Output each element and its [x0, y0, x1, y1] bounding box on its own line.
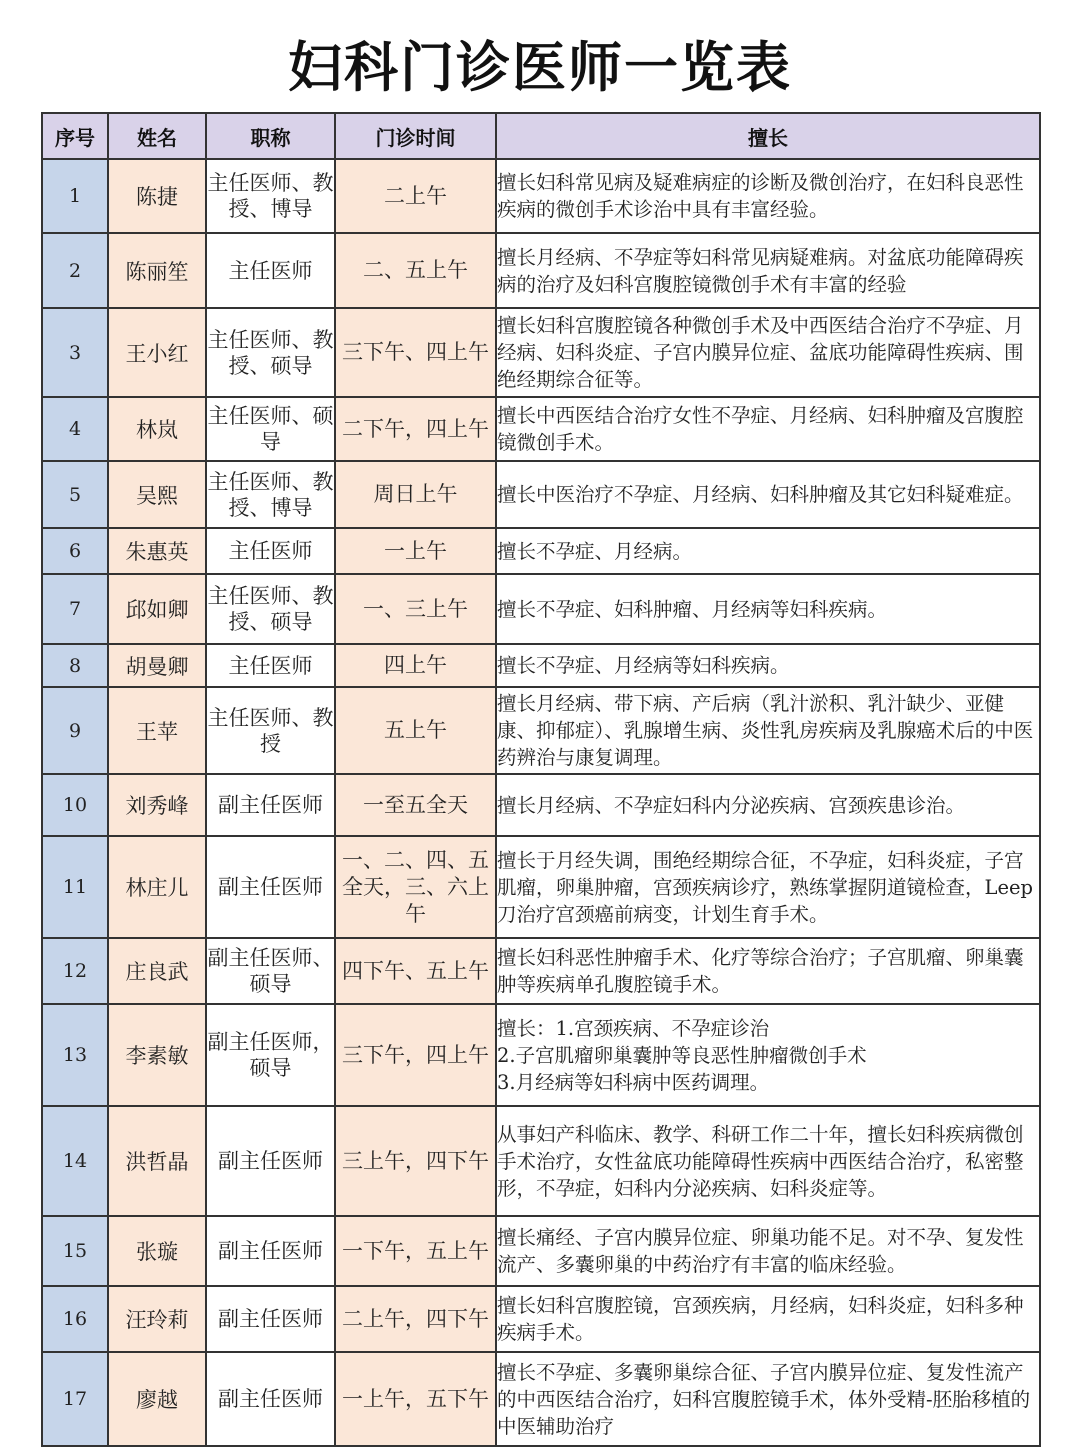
doctor-name: 庄良武 [108, 938, 206, 1004]
doctor-specialty: 擅长不孕症、月经病。 [496, 528, 1040, 574]
clinic-time: 一下午，五上午 [335, 1216, 496, 1286]
doctor-name: 汪玲莉 [108, 1286, 206, 1352]
doctor-specialty: 擅长痛经、子宫内膜异位症、卵巢功能不足。对不孕、复发性流产、多囊卵巢的中药治疗有丰富的临床经验。 [496, 1216, 1040, 1286]
page-title: 妇科门诊医师一览表 [288, 36, 792, 99]
doctor-specialty: 擅长不孕症、月经病等妇科疾病。 [496, 644, 1040, 687]
table-row [42, 574, 1040, 644]
doctor-specialty: 擅长妇科宫腹腔镜各种微创手术及中西医结合治疗不孕症、月经病、妇科炎症、子宫内膜异位症、盆底功能障碍性疾病、围绝经期综合征等。 [496, 308, 1040, 397]
table-row [42, 308, 1040, 397]
clinic-time: 二上午 [335, 159, 496, 233]
doctor-num: 15 [42, 1216, 108, 1286]
doctor-title: 主任医师、教授 [206, 687, 335, 774]
doctor-name: 邱如卿 [108, 574, 206, 644]
header-name: 姓名 [108, 113, 206, 159]
doctor-name: 林庄儿 [108, 836, 206, 938]
clinic-time: 三上午，四下午 [335, 1106, 496, 1216]
doctor-specialty: 擅长月经病、带下病、产后病（乳汁淤积、乳汁缺少、亚健康、抑郁症）、乳腺增生病、炎性乳房疾病及乳腺癌术后的中医药辨治与康复调理。 [496, 687, 1040, 774]
doctor-num: 2 [42, 233, 108, 308]
doctor-title: 主任医师、教授、硕导 [206, 574, 335, 644]
header-row [42, 113, 1040, 159]
header-time: 门诊时间 [335, 113, 496, 159]
doctor-name: 胡曼卿 [108, 644, 206, 687]
doctor-name: 陈丽笙 [108, 233, 206, 308]
doctor-specialty: 擅长中西医结合治疗女性不孕症、月经病、妇科肿瘤及宫腹腔镜微创手术。 [496, 397, 1040, 461]
doctor-title: 主任医师、教授、博导 [206, 461, 335, 528]
clinic-time: 二上午，四下午 [335, 1286, 496, 1352]
doctor-title: 副主任医师 [206, 836, 335, 938]
doctor-title: 副主任医师，硕导 [206, 1004, 335, 1106]
table-row [42, 687, 1040, 774]
doctor-num: 6 [42, 528, 108, 574]
table-row [42, 397, 1040, 461]
doctor-num: 9 [42, 687, 108, 774]
table-row [42, 1106, 1040, 1216]
doctor-specialty: 擅长中医治疗不孕症、月经病、妇科肿瘤及其它妇科疑难症。 [496, 461, 1040, 528]
clinic-time: 四上午 [335, 644, 496, 687]
clinic-time: 四下午、五上午 [335, 938, 496, 1004]
doctor-num: 14 [42, 1106, 108, 1216]
table-row [42, 461, 1040, 528]
table-row [42, 644, 1040, 687]
doctor-specialty: 擅长于月经失调，围绝经期综合征，不孕症，妇科炎症，子宫肌瘤，卵巢肿瘤，宫颈疾病诊疗，熟练掌握阴道镜检查，Leep刀治疗宫颈癌前病变，计划生育手术。 [496, 836, 1040, 938]
doctor-name: 王小红 [108, 308, 206, 397]
doctor-title: 主任医师 [206, 528, 335, 574]
clinic-time: 一上午，五下午 [335, 1352, 496, 1446]
doctor-specialty: 擅长月经病、不孕症妇科内分泌疾病、宫颈疾患诊治。 [496, 774, 1040, 836]
doctor-num: 16 [42, 1286, 108, 1352]
table-row [42, 1352, 1040, 1446]
doctor-name: 洪哲晶 [108, 1106, 206, 1216]
clinic-time: 一、二、四、五全天，三、六上午 [335, 836, 496, 938]
clinic-time: 三下午、四上午 [335, 308, 496, 397]
doctor-title: 副主任医师 [206, 1352, 335, 1446]
doctor-name: 刘秀峰 [108, 774, 206, 836]
doctor-title: 主任医师、教授、硕导 [206, 308, 335, 397]
doctor-specialty: 擅长妇科宫腹腔镜，宫颈疾病，月经病，妇科炎症，妇科多种疾病手术。 [496, 1286, 1040, 1352]
doctor-title: 主任医师 [206, 644, 335, 687]
doctor-specialty: 从事妇产科临床、教学、科研工作二十年，擅长妇科疾病微创手术治疗，女性盆底功能障碍性疾病中西医结合治疗，私密整形，不孕症，妇科内分泌疾病、妇科炎症等。 [496, 1106, 1040, 1216]
doctor-name: 王苹 [108, 687, 206, 774]
table-row [42, 233, 1040, 308]
doctor-num: 4 [42, 397, 108, 461]
doctor-name: 张璇 [108, 1216, 206, 1286]
doctor-num: 11 [42, 836, 108, 938]
clinic-time: 一至五全天 [335, 774, 496, 836]
clinic-time: 二下午，四上午 [335, 397, 496, 461]
table-row [42, 938, 1040, 1004]
doctor-specialty: 擅长不孕症、妇科肿瘤、月经病等妇科疾病。 [496, 574, 1040, 644]
table-row [42, 1286, 1040, 1352]
clinic-time: 三下午，四上午 [335, 1004, 496, 1106]
doctor-specialty: 擅长妇科常见病及疑难病症的诊断及微创治疗，在妇科良恶性疾病的微创手术诊治中具有丰富经验。 [496, 159, 1040, 233]
doctor-title: 副主任医师 [206, 774, 335, 836]
doctor-specialty: 擅长月经病、不孕症等妇科常见病疑难病。对盆底功能障碍疾病的治疗及妇科宫腹腔镜微创手术有丰富的经验 [496, 233, 1040, 308]
header-num: 序号 [42, 113, 108, 159]
doctor-name: 林岚 [108, 397, 206, 461]
table-row [42, 1216, 1040, 1286]
doctor-num: 8 [42, 644, 108, 687]
table-row [42, 774, 1040, 836]
clinic-time: 周日上午 [335, 461, 496, 528]
doctor-num: 13 [42, 1004, 108, 1106]
table-row [42, 159, 1040, 233]
doctor-table [41, 112, 1041, 1447]
table-row [42, 1004, 1040, 1106]
clinic-time: 五上午 [335, 687, 496, 774]
doctor-name: 朱惠英 [108, 528, 206, 574]
doctor-title: 副主任医师 [206, 1216, 335, 1286]
doctor-title: 副主任医师 [206, 1286, 335, 1352]
doctor-num: 5 [42, 461, 108, 528]
clinic-time: 一上午 [335, 528, 496, 574]
doctor-title: 主任医师、硕导 [206, 397, 335, 461]
doctor-num: 17 [42, 1352, 108, 1446]
doctor-num: 10 [42, 774, 108, 836]
doctor-num: 1 [42, 159, 108, 233]
doctor-num: 12 [42, 938, 108, 1004]
doctor-specialty: 擅长妇科恶性肿瘤手术、化疗等综合治疗；子宫肌瘤、卵巢囊肿等疾病单孔腹腔镜手术。 [496, 938, 1040, 1004]
doctor-title: 主任医师、教授、博导 [206, 159, 335, 233]
table-row [42, 836, 1040, 938]
clinic-time: 一、三上午 [335, 574, 496, 644]
doctor-specialty: 擅长不孕症、多囊卵巢综合征、子宫内膜异位症、复发性流产的中西医结合治疗，妇科宫腹腔镜手术，体外受精-胚胎移植的中医辅助治疗 [496, 1352, 1040, 1446]
doctor-name: 吴熙 [108, 461, 206, 528]
doctor-num: 7 [42, 574, 108, 644]
doctor-title: 副主任医师 [206, 1106, 335, 1216]
doctor-name: 李素敏 [108, 1004, 206, 1106]
table-row [42, 528, 1040, 574]
doctor-num: 3 [42, 308, 108, 397]
clinic-time: 二、五上午 [335, 233, 496, 308]
header-title: 职称 [206, 113, 335, 159]
doctor-title: 主任医师 [206, 233, 335, 308]
doctor-specialty: 擅长：1.宫颈疾病、不孕症诊治 2.子宫肌瘤卵巢囊肿等良恶性肿瘤微创手术 3.月经病等妇科病中医药调理。 [496, 1004, 1040, 1106]
doctor-title: 副主任医师、硕导 [206, 938, 335, 1004]
doctor-name: 陈捷 [108, 159, 206, 233]
header-specialty: 擅长 [496, 113, 1040, 159]
doctor-name: 廖越 [108, 1352, 206, 1446]
